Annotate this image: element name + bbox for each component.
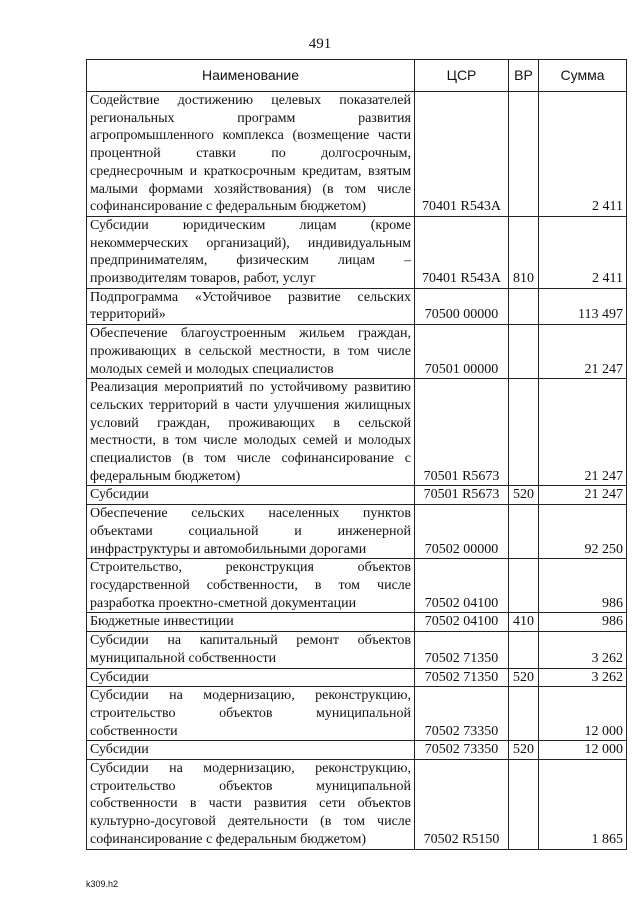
row-sum: 21 247 [539, 379, 627, 486]
header-csr: ЦСР [415, 60, 509, 92]
row-name: Обеспечение сельских населенных пунктов объектами социальной и инженерной инфраструктуры и автомобильными дорогами [87, 505, 415, 559]
row-csr: 70502 04100 [415, 613, 509, 632]
row-csr: 70502 71350 [415, 632, 509, 668]
table-row [87, 379, 627, 486]
row-vr [509, 92, 539, 217]
footer-code: k309.h2 [86, 879, 119, 889]
row-name: Бюджетные инвестиции [87, 613, 415, 632]
row-csr: 70502 73350 [415, 687, 509, 741]
header-vr: ВР [509, 60, 539, 92]
row-name: Строительство, реконструкция объектов государственной собственности, в том числе разработка проектно-сметной документации [87, 559, 415, 613]
header-row [87, 60, 627, 92]
row-name: Субсидии [87, 741, 415, 760]
row-csr: 70501 00000 [415, 325, 509, 379]
row-sum: 2 411 [539, 92, 627, 217]
row-name: Субсидии [87, 486, 415, 505]
table-row [87, 668, 627, 687]
row-name: Субсидии на модернизацию, реконструкцию, строительство объектов муниципальной собственности [87, 687, 415, 741]
row-sum: 2 411 [539, 216, 627, 288]
row-name: Подпрограмма «Устойчивое развитие сельских территорий» [87, 288, 415, 324]
row-sum: 3 262 [539, 668, 627, 687]
row-sum: 21 247 [539, 486, 627, 505]
table-row [87, 559, 627, 613]
row-sum: 986 [539, 613, 627, 632]
row-vr: 520 [509, 486, 539, 505]
row-name: Субсидии юридическим лицам (кроме некоммерческих организаций), индивидуальным предпринимателям, физическим лицам – производителям товаров, работ, услуг [87, 216, 415, 288]
row-vr [509, 288, 539, 324]
row-sum: 12 000 [539, 741, 627, 760]
row-csr: 70502 04100 [415, 559, 509, 613]
table-row [87, 613, 627, 632]
table-row [87, 687, 627, 741]
table-row [87, 486, 627, 505]
table-header [87, 60, 627, 92]
row-vr [509, 379, 539, 486]
row-csr: 70500 00000 [415, 288, 509, 324]
row-csr: 70401 R543A [415, 92, 509, 217]
row-sum: 92 250 [539, 505, 627, 559]
row-csr: 70501 R5673 [415, 379, 509, 486]
row-vr: 520 [509, 741, 539, 760]
row-csr: 70502 73350 [415, 741, 509, 760]
page-number: 491 [308, 36, 332, 52]
row-csr: 70502 00000 [415, 505, 509, 559]
row-vr [509, 325, 539, 379]
table-row [87, 216, 627, 288]
row-vr [509, 505, 539, 559]
table-row [87, 505, 627, 559]
table-row [87, 288, 627, 324]
header-name: Наименование [87, 60, 415, 92]
row-csr: 70502 71350 [415, 668, 509, 687]
table-row [87, 325, 627, 379]
row-name: Реализация мероприятий по устойчивому развитию сельских территорий в части улучшения жилищных условий граждан, проживающих в сельской местности, в том числе молодых семей и молодых специалистов (в том числе софинансирование с федеральным бюджетом) [87, 379, 415, 486]
table-row [87, 741, 627, 760]
row-csr: 70501 R5673 [415, 486, 509, 505]
row-vr: 410 [509, 613, 539, 632]
row-vr: 810 [509, 216, 539, 288]
row-name: Обеспечение благоустроенным жильем граждан, проживающих в сельской местности, в том числе молодых семей и молодых специалистов [87, 325, 415, 379]
row-vr [509, 559, 539, 613]
budget-table [86, 59, 627, 850]
row-name: Субсидии на капитальный ремонт объектов муниципальной собственности [87, 632, 415, 668]
table-row [87, 632, 627, 668]
table-row [87, 760, 627, 850]
table-row [87, 92, 627, 217]
row-csr: 70502 R5150 [415, 760, 509, 850]
row-vr [509, 632, 539, 668]
row-sum: 12 000 [539, 687, 627, 741]
row-name: Содействие достижению целевых показателей региональных программ развития агропромышленного комплекса (возмещение части процентной ставки по долгосрочным, среднесрочным и краткосрочным кредитам, взятым малыми формами хозяйствования) (в том числе софинансирование с федеральным бюджетом) [87, 92, 415, 217]
row-sum: 113 497 [539, 288, 627, 324]
row-vr [509, 687, 539, 741]
row-name: Субсидии на модернизацию, реконструкцию, строительство объектов муниципальной собственности в части развития сети объектов культурно-досуговой деятельности (в том числе софинансирование с федеральным бюджетом) [87, 760, 415, 850]
row-name: Субсидии [87, 668, 415, 687]
row-vr: 520 [509, 668, 539, 687]
row-sum: 3 262 [539, 632, 627, 668]
row-sum: 21 247 [539, 325, 627, 379]
row-csr: 70401 R543A [415, 216, 509, 288]
row-sum: 1 865 [539, 760, 627, 850]
row-sum: 986 [539, 559, 627, 613]
header-sum: Сумма [539, 60, 627, 92]
table-body [87, 92, 627, 850]
row-vr [509, 760, 539, 850]
